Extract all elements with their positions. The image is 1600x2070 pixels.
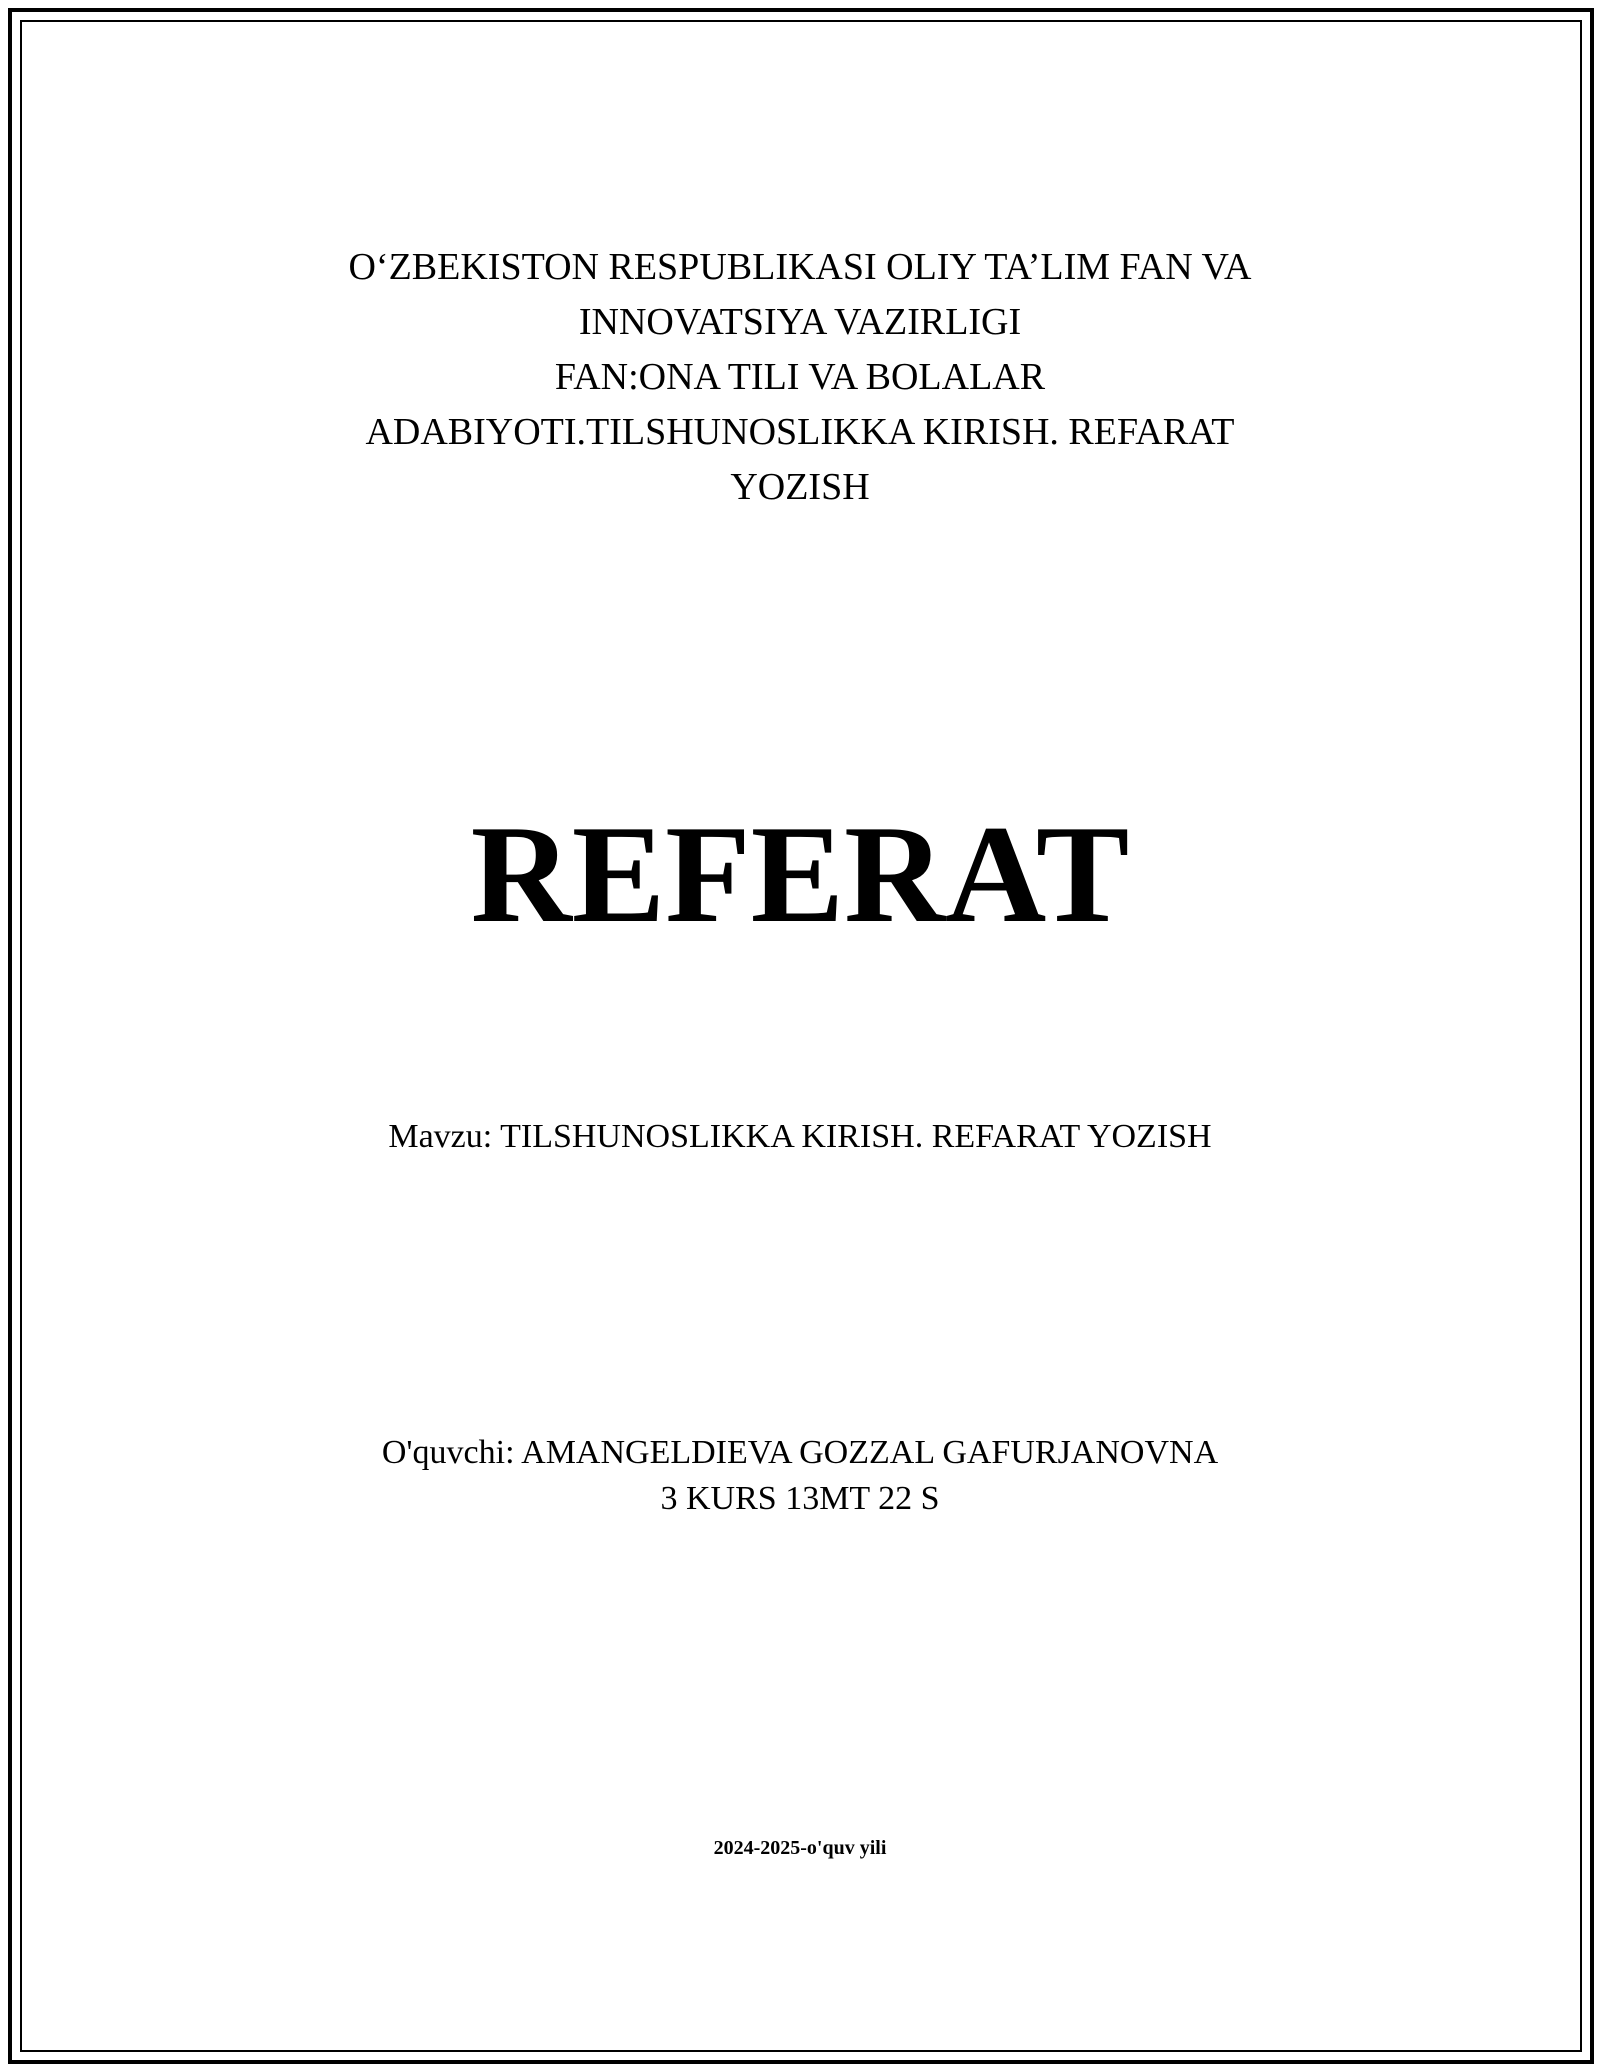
header-line: FAN:ONA TILI VA BOLALAR: [554, 356, 1046, 398]
header-line: INNOVATSIYA VAZIRLIGI: [578, 301, 1022, 343]
student-info: [0, 1430, 1600, 1522]
ministry-header: [0, 240, 1600, 515]
document-title: REFERAT: [470, 797, 1130, 952]
header-line: YOZISH: [730, 466, 870, 508]
academic-year: 2024-2025-o'quv yili: [713, 1837, 887, 1859]
student-group: 3 KURS 13MT 22 S: [660, 1480, 940, 1517]
header-line: ADABIYOTI.TILSHUNOSLIKKA KIRISH. REFARAT: [365, 411, 1235, 453]
topic-line: Mavzu: TILSHUNOSLIKKA KIRISH. REFARAT YOZISH: [388, 1118, 1212, 1155]
header-line: O‘ZBEKISTON RESPUBLIKASI OLIY TA’LIM FAN VA: [348, 246, 1252, 288]
student-name: O'quvchi: AMANGELDIEVA GOZZAL GAFURJANOVNA: [381, 1434, 1219, 1471]
